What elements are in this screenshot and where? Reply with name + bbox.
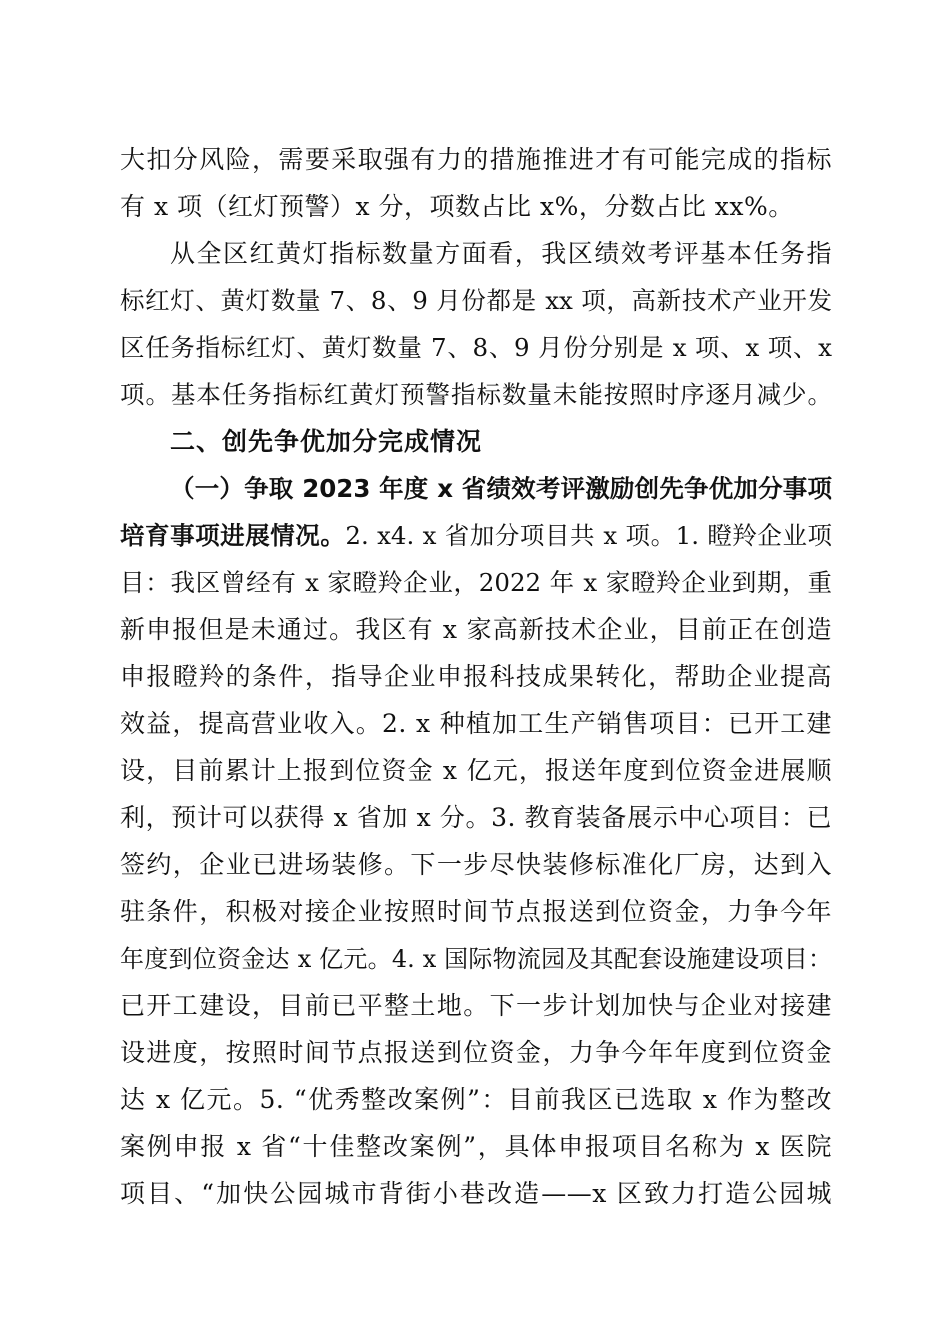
text-line: 申报瞪羚的条件，指导企业申报科技成果转化，帮助企业提高 — [120, 662, 832, 691]
text-line: 年度到位资金达 x 亿元。4. x 国际物流园及其配套设施建设项目： — [120, 945, 832, 973]
text-line: 设进度，按照时间节点报送到位资金，力争今年年度到位资金 — [120, 1038, 832, 1067]
text-line: 设，目前累计上报到位资金 x 亿元，报送年度到位资金进展顺 — [120, 756, 832, 785]
text-line: 已开工建设，目前已平整土地。下一步计划加快与企业对接建 — [120, 991, 832, 1020]
text-line — [120, 516, 832, 556]
text-line: 从全区红黄灯指标数量方面看，我区绩效考评基本任务指 — [170, 239, 832, 268]
text-line: 驻条件，积极对接企业按照时间节点报送到位资金，力争今年 — [120, 897, 832, 926]
section-heading: 二、创先争优加分完成情况 — [170, 427, 483, 456]
text-segment: 2. x4. x 省加分项目共 x 项。1. 瞪羚企业项 — [345, 521, 833, 550]
text-line: 效益，提高营业收入。2. x 种植加工生产销售项目：已开工建 — [120, 709, 832, 738]
text-line: 项目、“加快公园城市背街小巷改造——x 区致力打造公园城 — [120, 1179, 832, 1208]
subsection-heading-tail: 培育事项进展情况。 — [120, 521, 346, 550]
text-line: 新申报但是未通过。我区有 x 家高新技术企业，目前正在创造 — [120, 615, 832, 644]
text-line: 利，预计可以获得 x 省加 x 分。3. 教育装备展示中心项目：已 — [120, 803, 832, 832]
subsection-heading: （一）争取 2023 年度 x 省绩效考评激励创先争优加分事项 — [170, 474, 832, 503]
text-line: 目：我区曾经有 x 家瞪羚企业，2022 年 x 家瞪羚企业到期，重 — [120, 568, 832, 597]
text-line: 标红灯、黄灯数量 7、8、9 月份都是 xx 项，高新技术产业开发 — [120, 286, 832, 315]
text-line: 有 x 项（红灯预警）x 分，项数占比 x%，分数占比 xx%。 — [120, 192, 794, 221]
text-line: 达 x 亿元。5. “优秀整改案例”：目前我区已选取 x 作为整改 — [120, 1085, 832, 1114]
text-line: 大扣分风险，需要采取强有力的措施推进才有可能完成的指标 — [120, 145, 832, 174]
text-line: 案例申报 x 省“十佳整改案例”，具体申报项目名称为 x 医院 — [120, 1132, 832, 1161]
text-line: 项。基本任务指标红黄灯预警指标数量未能按照时序逐月减少。 — [120, 380, 832, 409]
text-line: 区任务指标红灯、黄灯数量 7、8、9 月份分别是 x 项、x 项、x — [120, 333, 832, 362]
text-line: 签约，企业已进场装修。下一步尽快装修标准化厂房，达到入 — [120, 850, 832, 879]
